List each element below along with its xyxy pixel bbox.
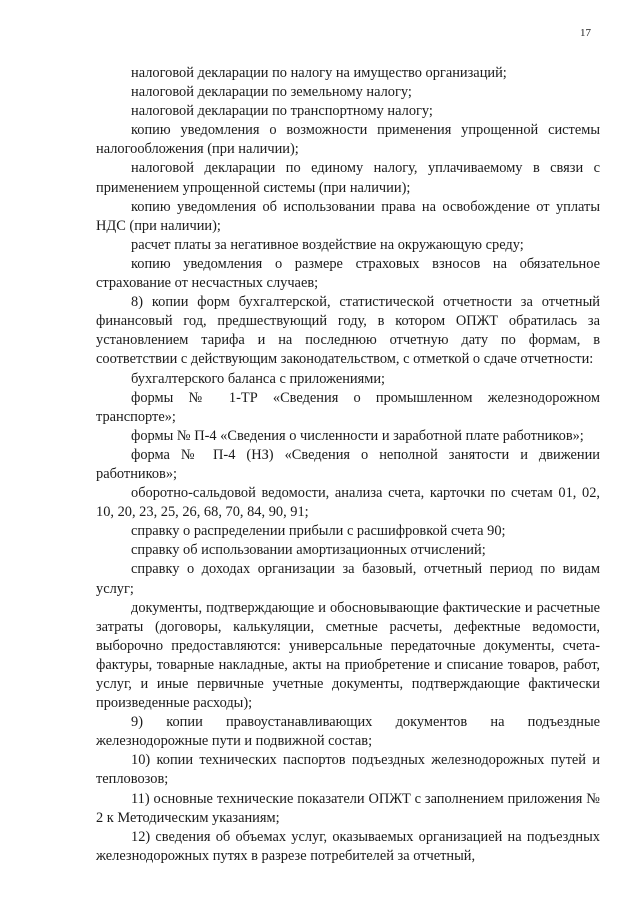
paragraph-item-10: 10) копии технических паспортов подъездных железнодорожных путей и тепловозов; [96,752,600,788]
document-body [96,64,600,866]
paragraph: формы № 1-ТР «Сведения о промышленном железнодорожном транспорте»; [96,389,600,425]
paragraph: оборотно-сальдовой ведомости, анализа счета, карточки по счетам 01, 02, 10, 20, 23, 25, 26, 68, 70, 84, 90, 91; [96,485,600,521]
paragraph-item-11: 11) основные технические показатели ОПЖТ с заполнением приложения № 2 к Методическим указаниям; [96,790,600,826]
paragraph: форма № П-4 (НЗ) «Сведения о неполной занятости и движении работников»; [96,446,600,482]
page-number: 17 [580,27,591,39]
paragraph-item-8: 8) копии форм бухгалтерской, статистической отчетности за отчетный финансовый год, предшествующий году, в котором ОПЖТ обратилась за установлением тарифа и на последнюю отчетную дату по формам, в соответствии с действующим законодательством, с отметкой о сдаче отчетности: [96,294,600,368]
paragraph: налоговой декларации по земельному налогу; [131,84,412,101]
paragraph: копию уведомления об использовании права на освобождение от уплаты НДС (при наличии); [96,198,600,234]
paragraph: налоговой декларации по единому налогу, уплачиваемому в связи с применением упрощенной системы (при наличии); [96,160,600,196]
paragraph: копию уведомления о возможности применения упрощенной системы налогообложения (при наличии); [96,122,600,158]
paragraph: копию уведомления о размере страховых взносов на обязательное страхование от несчастных случаев; [96,255,600,292]
paragraph: справку об использовании амортизационных отчислений; [131,542,486,559]
paragraph: бухгалтерского баланса с приложениями; [131,370,386,387]
paragraph-item-12: 12) сведения об объемах услуг, оказываемых организацией на подъездных железнодорожных путях в разрезе потребителей за отчетный, [96,828,600,864]
paragraph: расчет платы за негативное воздействие на окружающую среду; [131,236,524,253]
paragraph: налоговой декларации по налогу на имущество организаций; [131,65,507,81]
paragraph: документы, подтверждающие и обосновывающие фактические и расчетные затраты (договоры, калькуляции, сметные расчеты, дефектные ведомости, выборочно предоставляются: универсальные передаточные документы, счета-фактуры, товарные накладные, акты на приобретение и списание товаров, работ, услуг, и иные первичные учетные документы, подтверждающие фактически произведенные расходы); [96,599,600,712]
paragraph-item-9: 9) копии правоустанавливающих документов на подъездные железнодорожные пути и подвижной состав; [96,714,600,750]
paragraph: налоговой декларации по транспортному налогу; [131,103,433,120]
paragraph: справку о доходах организации за базовый, отчетный период по видам услуг; [96,561,600,597]
paragraph: формы № П-4 «Сведения о численности и заработной плате работников»; [131,427,584,444]
paragraph: справку о распределении прибыли с расшифровкой счета 90; [131,523,506,540]
